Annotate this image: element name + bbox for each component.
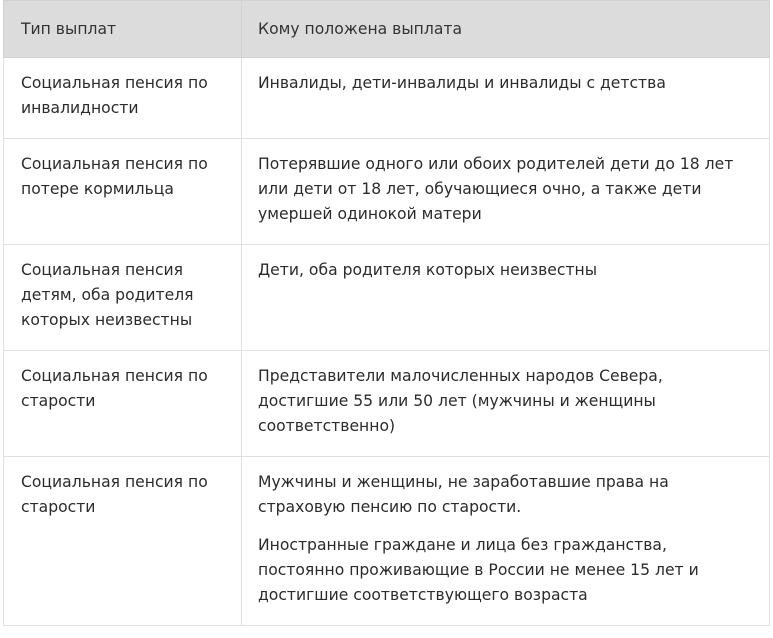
pension-types-table: [3, 0, 770, 626]
eligible-text: Потерявшие одного или обоих родителей дети до 18 лет или дети от 18 лет, обучающиеся очно, а также дети умершей одинокой матери: [258, 155, 734, 223]
column-header-eligible: Кому положена выплата: [242, 1, 770, 58]
payment-type-cell: Социальная пенсия по старости: [4, 457, 242, 626]
table-header: [4, 1, 770, 58]
table-row: [4, 351, 770, 457]
table-row: [4, 58, 770, 139]
payment-type-cell: Социальная пенсия детям, оба родителя которых неизвестны: [4, 245, 242, 351]
table-header-row: [4, 1, 770, 58]
eligible-cell: [242, 245, 770, 351]
payment-type-cell: Социальная пенсия по инвалидности: [4, 58, 242, 139]
pension-table-container: [3, 0, 771, 638]
table-body: [4, 58, 770, 626]
eligible-text: Инвалиды, дети-инвалиды и инвалиды с детства: [258, 74, 666, 92]
eligible-text: Дети, оба родителя которых неизвестны: [258, 261, 598, 279]
table-row: [4, 457, 770, 626]
eligible-text: Представители малочисленных народов Севера, достигшие 55 или 50 лет (мужчины и женщины соответственно): [258, 367, 663, 435]
table-row: [4, 139, 770, 245]
eligible-cell: [242, 58, 770, 139]
table-row: [4, 245, 770, 351]
column-header-payment-type: Тип выплат: [4, 1, 242, 58]
eligible-cell: [242, 139, 770, 245]
eligible-cell: [242, 351, 770, 457]
eligible-text: Мужчины и женщины, не заработавшие права на страховую пенсию по старости.: [258, 473, 669, 516]
payment-type-cell: Социальная пенсия по старости: [4, 351, 242, 457]
payment-type-cell: Социальная пенсия по потере кормильца: [4, 139, 242, 245]
eligible-text: Иностранные граждане и лица без гражданства, постоянно проживающие в России не менее 15 лет и достигшие соответствующего возраста: [258, 536, 699, 604]
eligible-cell: [242, 457, 770, 626]
